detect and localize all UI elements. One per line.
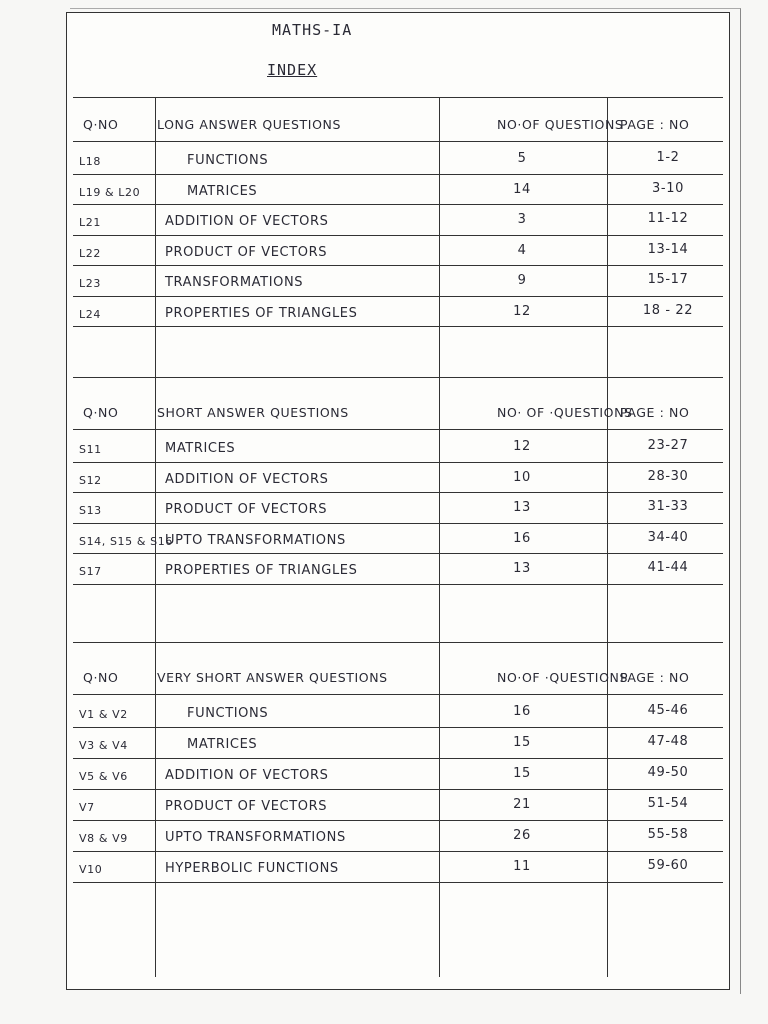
question-number: S13 xyxy=(79,504,102,517)
topic-name: PRODUCT OF VECTORS xyxy=(165,799,328,814)
question-count: 9 xyxy=(517,273,527,288)
topic-name: FUNCTIONS xyxy=(187,153,269,168)
question-count: 11 xyxy=(513,859,531,874)
question-count: 3 xyxy=(517,212,527,227)
question-count: 14 xyxy=(513,181,531,197)
topic-name: UPTO TRANSFORMATIONS xyxy=(165,532,346,548)
page-range: 34-40 xyxy=(647,529,689,545)
page-range: 11-12 xyxy=(647,211,689,226)
column-header: SHORT ANSWER QUESTIONS xyxy=(157,405,349,420)
header-underline xyxy=(73,429,723,430)
question-number: V7 xyxy=(79,801,95,814)
topic-name: ADDITION OF VECTORS xyxy=(165,471,329,487)
page-range: 51-54 xyxy=(647,796,689,811)
page-range: 23-27 xyxy=(647,438,689,453)
topic-name: UPTO TRANSFORMATIONS xyxy=(165,830,346,845)
column-header: NO·OF QUESTIONS xyxy=(497,117,624,132)
question-number: S17 xyxy=(79,565,102,578)
page-range: 13-14 xyxy=(647,241,689,257)
topic-name: MATRICES xyxy=(187,183,258,199)
column-header: NO·OF ·QUESTIONS xyxy=(497,670,629,685)
page-range: 49-50 xyxy=(647,765,689,780)
row-line xyxy=(73,851,723,852)
index-page xyxy=(66,12,730,990)
question-number: S11 xyxy=(79,443,102,456)
row-line xyxy=(73,758,723,759)
topic-name: PRODUCT OF VECTORS xyxy=(165,244,328,260)
topic-name: PROPERTIES OF TRIANGLES xyxy=(165,305,358,321)
question-count: 16 xyxy=(513,704,531,719)
question-number: L24 xyxy=(79,307,101,321)
column-header: PAGE : NO xyxy=(620,670,690,685)
question-count: 26 xyxy=(513,828,531,843)
page-title: MATHS-IA xyxy=(272,21,353,39)
row-line xyxy=(73,326,723,327)
question-number: L22 xyxy=(79,246,101,260)
question-count: 15 xyxy=(513,735,531,750)
question-count: 12 xyxy=(513,439,531,454)
question-number: V3 & V4 xyxy=(79,739,128,752)
column-header: Q·NO xyxy=(83,670,119,685)
row-line xyxy=(73,882,723,883)
question-count: 16 xyxy=(513,530,531,546)
topic-name: PROPERTIES OF TRIANGLES xyxy=(165,563,358,578)
page-range: 31-33 xyxy=(647,499,689,514)
page-range: 55-58 xyxy=(647,827,689,842)
row-line xyxy=(73,462,723,463)
section-separator xyxy=(73,642,723,643)
column-header: NO· OF ·QUESTIONS xyxy=(497,405,633,420)
topic-name: HYPERBOLIC FUNCTIONS xyxy=(165,861,339,876)
table-top-line xyxy=(73,97,723,98)
question-number: S14, S15 & S16 xyxy=(79,534,173,548)
row-line xyxy=(73,296,723,297)
topic-name: TRANSFORMATIONS xyxy=(165,275,304,290)
topic-name: MATRICES xyxy=(165,441,236,456)
page-range: 41-44 xyxy=(647,560,689,575)
question-count: 15 xyxy=(513,766,531,781)
topic-name: ADDITION OF VECTORS xyxy=(165,768,329,783)
row-line xyxy=(73,174,723,175)
row-line xyxy=(73,265,723,266)
row-line xyxy=(73,727,723,728)
column-header: Q·NO xyxy=(83,117,119,132)
page-subtitle: INDEX xyxy=(267,61,318,79)
page-range: 45-46 xyxy=(647,703,689,718)
topic-name: FUNCTIONS xyxy=(187,706,269,721)
header-underline xyxy=(73,141,723,142)
column-header: VERY SHORT ANSWER QUESTIONS xyxy=(157,670,388,685)
question-count: 4 xyxy=(517,242,527,258)
topic-name: PRODUCT OF VECTORS xyxy=(165,502,328,517)
question-number: L23 xyxy=(79,277,101,290)
question-count: 13 xyxy=(513,500,531,515)
page-range: 15-17 xyxy=(647,272,689,287)
column-divider xyxy=(607,97,608,977)
row-line xyxy=(73,584,723,585)
row-line xyxy=(73,523,723,524)
question-number: L19 & L20 xyxy=(79,185,141,199)
topic-name: MATRICES xyxy=(187,737,258,752)
column-header: PAGE : NO xyxy=(620,405,690,420)
row-line xyxy=(73,204,723,205)
question-number: S12 xyxy=(79,473,102,487)
question-count: 21 xyxy=(513,797,531,812)
question-number: V1 & V2 xyxy=(79,708,128,721)
column-header: PAGE : NO xyxy=(620,117,690,132)
question-number: L21 xyxy=(79,216,101,229)
question-count: 13 xyxy=(513,561,531,576)
page-range: 18 - 22 xyxy=(642,302,694,318)
question-count: 5 xyxy=(517,151,527,166)
column-header: LONG ANSWER QUESTIONS xyxy=(157,117,341,132)
row-line xyxy=(73,820,723,821)
question-count: 12 xyxy=(513,303,531,319)
column-header: Q·NO xyxy=(83,405,119,420)
page-range: 3-10 xyxy=(652,180,684,196)
page-range: 59-60 xyxy=(647,858,689,873)
column-divider xyxy=(439,97,440,977)
page-range: 1-2 xyxy=(656,150,680,165)
row-line xyxy=(73,789,723,790)
question-number: L18 xyxy=(79,155,101,168)
section-separator xyxy=(73,377,723,378)
question-count: 10 xyxy=(513,469,531,485)
question-number: V5 & V6 xyxy=(79,770,128,783)
row-line xyxy=(73,235,723,236)
header-underline xyxy=(73,694,723,695)
topic-name: ADDITION OF VECTORS xyxy=(165,214,329,229)
question-number: V8 & V9 xyxy=(79,832,128,845)
row-line xyxy=(73,492,723,493)
page-range: 28-30 xyxy=(647,468,689,484)
question-number: V10 xyxy=(79,863,103,876)
page-range: 47-48 xyxy=(647,734,689,749)
row-line xyxy=(73,553,723,554)
